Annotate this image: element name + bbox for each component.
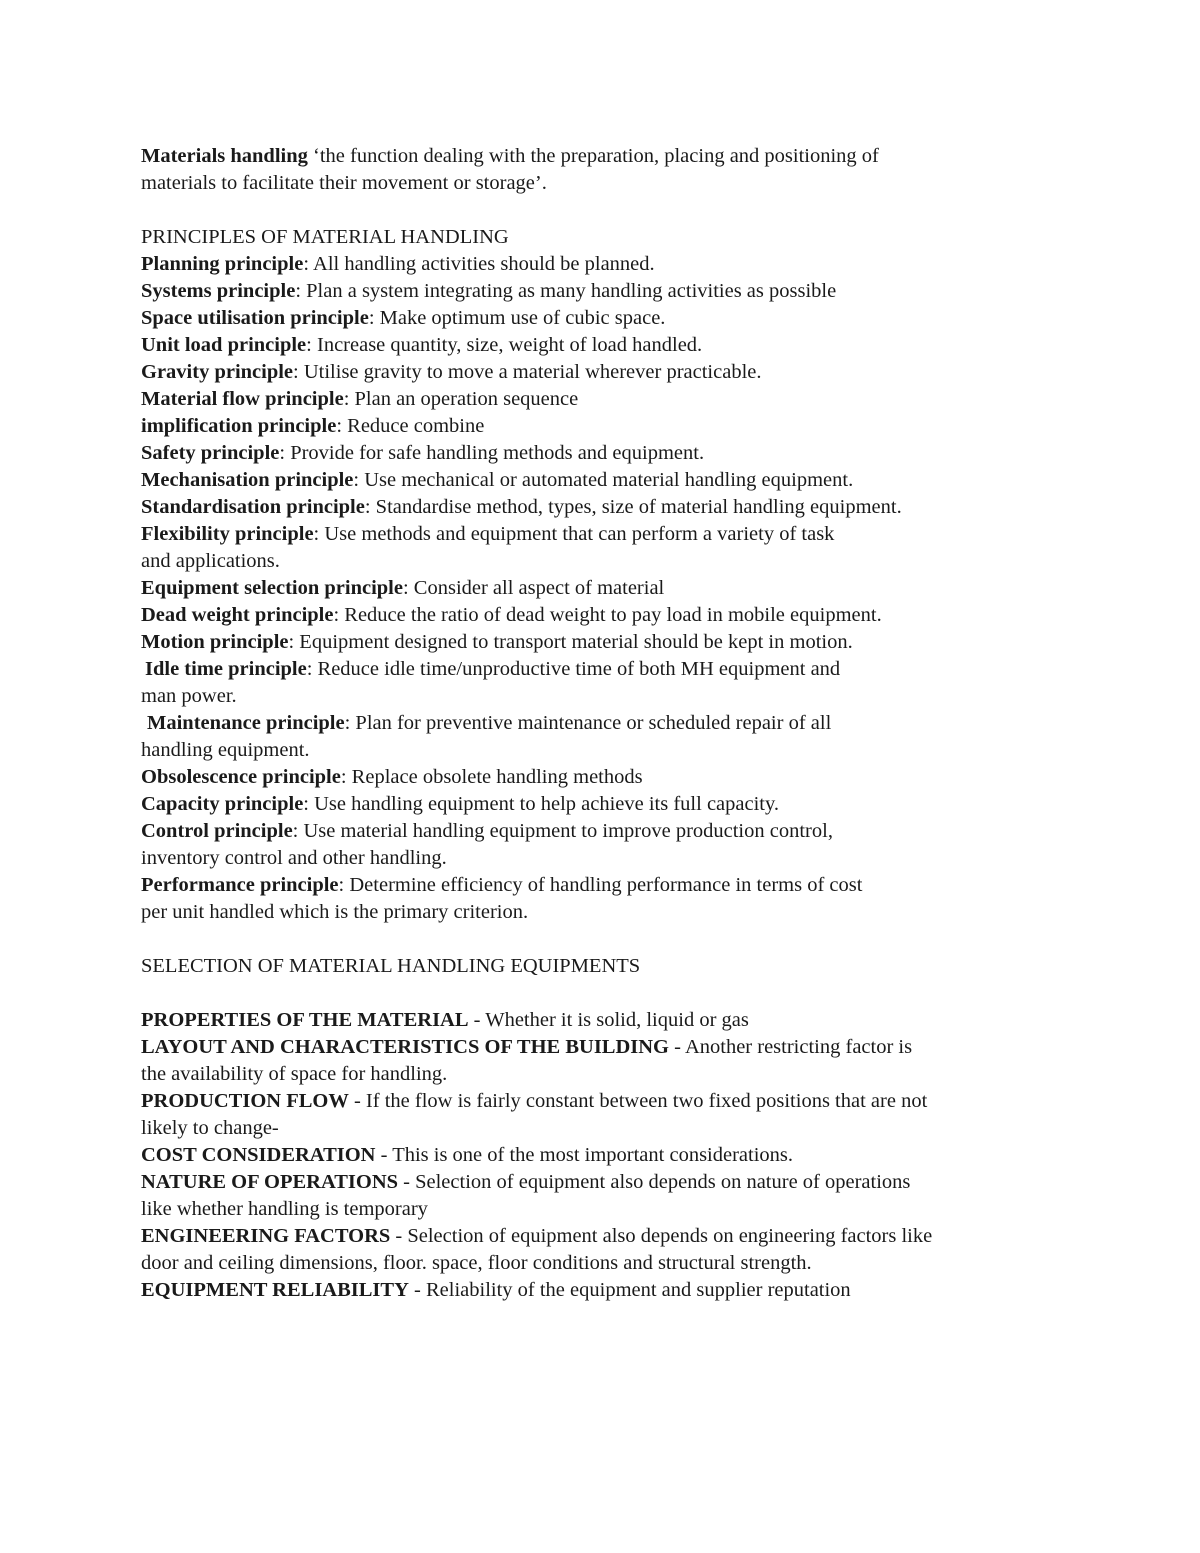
principle-term: Unit load principle — [141, 334, 307, 356]
principle-item — [141, 494, 1071, 521]
principle-item — [141, 332, 1071, 359]
selection-item-continuation: likely to change- — [141, 1117, 279, 1139]
selection-term: ENGINEERING FACTORS — [141, 1225, 391, 1247]
document-page — [141, 143, 1071, 1304]
principle-desc: : Consider all aspect of material — [402, 577, 665, 599]
principle-term: Performance principle — [141, 874, 339, 896]
principle-item-continuation: man power. — [141, 685, 237, 707]
selection-term: PRODUCTION FLOW — [141, 1090, 349, 1112]
principle-term: Space utilisation principle — [141, 307, 369, 329]
principle-item — [141, 467, 1071, 494]
principle-term: Safety principle — [141, 442, 280, 464]
principle-item — [141, 305, 1071, 332]
selection-desc: - Selection of equipment also depends on nature of operations — [398, 1171, 911, 1193]
principle-term: Gravity principle — [141, 361, 294, 383]
spacer — [141, 980, 1071, 1007]
selection-desc: - Selection of equipment also depends on engineering factors like — [390, 1225, 933, 1247]
principle-item — [141, 251, 1071, 278]
principle-desc: : Use material handling equipment to improve production control, — [292, 820, 833, 842]
principle-item — [141, 818, 1071, 845]
selection-item — [141, 1169, 1071, 1196]
principle-item-continuation: and applications. — [141, 550, 280, 572]
selection-item-continuation: the availability of space for handling. — [141, 1063, 448, 1085]
selection-term: COST CONSIDERATION — [141, 1144, 376, 1166]
principle-item — [141, 656, 1071, 683]
principle-desc: : Standardise method, types, size of material handling equipment. — [364, 496, 902, 518]
spacer — [141, 926, 1071, 953]
selection-item-continuation: door and ceiling dimensions, floor. space, floor conditions and structural strength. — [141, 1252, 812, 1274]
principle-item — [141, 386, 1071, 413]
principle-term: Motion principle — [141, 631, 289, 653]
selection-term: LAYOUT AND CHARACTERISTICS OF THE BUILDING — [141, 1036, 670, 1058]
principle-term: Control principle — [141, 820, 293, 842]
principle-desc: : Use mechanical or automated material handling equipment. — [353, 469, 854, 491]
principle-item — [141, 872, 1071, 899]
principle-term: Idle time principle — [145, 658, 307, 680]
principle-item — [141, 575, 1071, 602]
principle-desc: : Reduce idle time/unproductive time of both MH equipment and — [306, 658, 841, 680]
principle-term: Standardisation principle — [141, 496, 365, 518]
principle-term: implification principle — [141, 415, 337, 437]
principles-heading: PRINCIPLES OF MATERIAL HANDLING — [141, 226, 509, 248]
principle-desc: : Increase quantity, size, weight of load handled. — [306, 334, 703, 356]
principle-item — [141, 710, 1071, 737]
principle-desc: : Provide for safe handling methods and equipment. — [279, 442, 705, 464]
principle-desc: : Reduce the ratio of dead weight to pay load in mobile equipment. — [333, 604, 882, 626]
principle-item-continuation: per unit handled which is the primary criterion. — [141, 901, 529, 923]
selection-item — [141, 1277, 1071, 1304]
selection-desc: - Whether it is solid, liquid or gas — [468, 1009, 749, 1031]
selection-desc: - Reliability of the equipment and supplier reputation — [408, 1279, 851, 1301]
definition-line-1 — [141, 143, 1071, 170]
selection-term: PROPERTIES OF THE MATERIAL — [141, 1009, 469, 1031]
principle-term: Dead weight principle — [141, 604, 334, 626]
selection-heading: SELECTION OF MATERIAL HANDLING EQUIPMENTS — [141, 955, 641, 977]
selection-item — [141, 1007, 1071, 1034]
principle-desc: : Make optimum use of cubic space. — [368, 307, 666, 329]
principle-item-continuation: inventory control and other handling. — [141, 847, 447, 869]
principle-desc: : All handling activities should be planned. — [303, 253, 655, 275]
principle-item — [141, 764, 1071, 791]
principle-desc: : Use handling equipment to help achieve its full capacity. — [303, 793, 780, 815]
selection-term: EQUIPMENT RELIABILITY — [141, 1279, 409, 1301]
selection-item-continuation: like whether handling is temporary — [141, 1198, 428, 1220]
principle-term: Equipment selection principle — [141, 577, 403, 599]
principle-desc: : Plan an operation sequence — [343, 388, 579, 410]
selection-desc: - This is one of the most important considerations. — [375, 1144, 794, 1166]
principle-term: Capacity principle — [141, 793, 304, 815]
principle-item — [141, 413, 1071, 440]
selection-item — [141, 1223, 1071, 1250]
principle-term: Flexibility principle — [141, 523, 314, 545]
principle-item — [141, 359, 1071, 386]
principle-term: Material flow principle — [141, 388, 344, 410]
selection-term: NATURE OF OPERATIONS — [141, 1171, 399, 1193]
principle-term: Obsolescence principle — [141, 766, 341, 788]
definition-line-2: materials to facilitate their movement or storage’. — [141, 172, 547, 194]
definition-text: ‘the function dealing with the preparation, placing and positioning of — [307, 145, 879, 167]
selection-item — [141, 1142, 1071, 1169]
principle-desc: : Use methods and equipment that can perform a variety of task — [313, 523, 835, 545]
principle-term: Systems principle — [141, 280, 296, 302]
principle-term: Mechanisation principle — [141, 469, 354, 491]
selection-item — [141, 1088, 1071, 1115]
principle-item — [141, 629, 1071, 656]
principle-item — [141, 440, 1071, 467]
principle-term: Planning principle — [141, 253, 304, 275]
spacer — [141, 197, 1071, 224]
principle-item-continuation: handling equipment. — [141, 739, 310, 761]
principle-item — [141, 791, 1071, 818]
selection-desc: - Another restricting factor is — [669, 1036, 913, 1058]
principle-item — [141, 521, 1071, 548]
principles-list — [141, 251, 1071, 926]
definition-term: Materials handling — [141, 145, 308, 167]
selection-desc: - If the flow is fairly constant between two fixed positions that are not — [348, 1090, 928, 1112]
principle-desc: : Plan a system integrating as many handling activities as possible — [295, 280, 837, 302]
principle-desc: : Reduce combine — [336, 415, 485, 437]
selection-list — [141, 1007, 1071, 1304]
principle-desc: : Equipment designed to transport material should be kept in motion. — [288, 631, 853, 653]
principle-desc: : Plan for preventive maintenance or scheduled repair of all — [344, 712, 832, 734]
principle-desc: : Utilise gravity to move a material wherever practicable. — [293, 361, 762, 383]
selection-item — [141, 1034, 1071, 1061]
principle-desc: : Determine efficiency of handling performance in terms of cost — [338, 874, 863, 896]
principle-item — [141, 602, 1071, 629]
principle-term: Maintenance principle — [147, 712, 345, 734]
principle-item — [141, 278, 1071, 305]
principle-desc: : Replace obsolete handling methods — [340, 766, 643, 788]
